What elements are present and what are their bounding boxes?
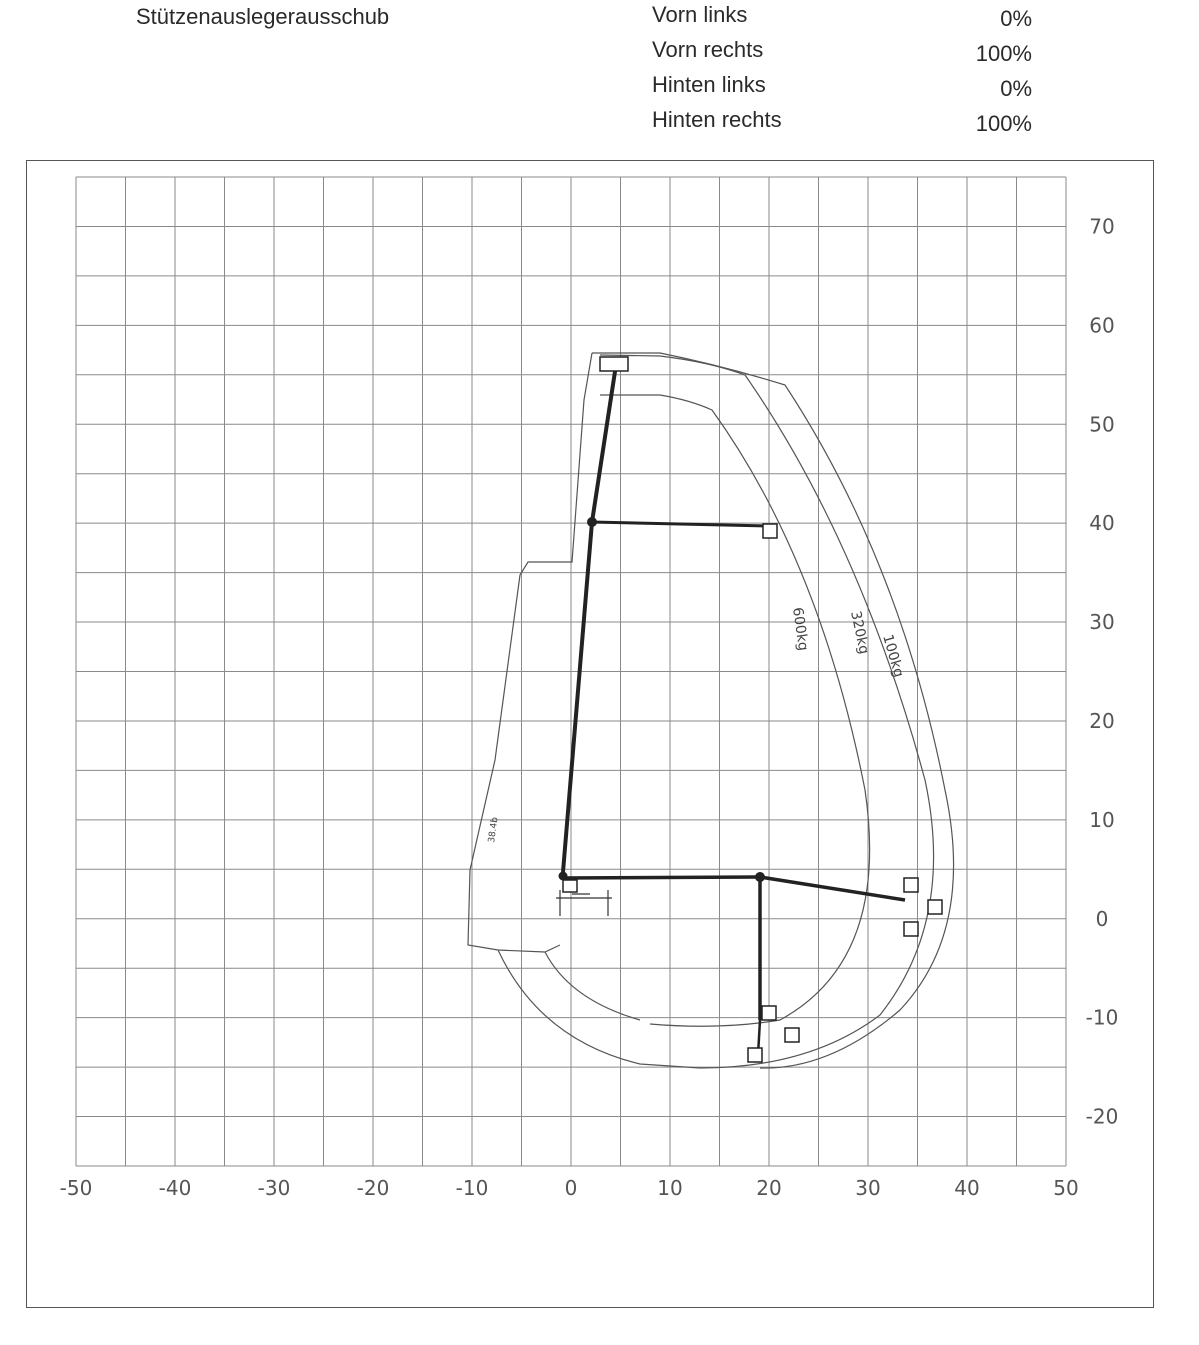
working-envelope [468, 353, 954, 1068]
outrigger-label: Hinten rechts [652, 107, 782, 132]
y-tick-label: 40 [1089, 511, 1115, 536]
curve-label-320kg: 320kg [847, 609, 872, 656]
boom-jib-horizontal-4 [563, 877, 760, 878]
y-axis-ticks [1086, 214, 1119, 1128]
platform-basket [762, 1006, 776, 1020]
platform-basket [785, 1028, 799, 1042]
platform-baskets [563, 357, 942, 1062]
platform-basket [563, 880, 577, 892]
x-tick-label: 40 [954, 1176, 980, 1200]
y-tick-label: 30 [1089, 610, 1115, 635]
page-title: Stützenauslegerausschub [136, 4, 390, 29]
platform-basket [928, 900, 942, 914]
x-tick-label: -40 [158, 1176, 192, 1200]
platform-basket [904, 878, 918, 892]
envelope-outer-100kg [592, 353, 954, 1068]
x-tick-label: -50 [59, 1176, 93, 1200]
x-tick-label: 30 [855, 1176, 881, 1200]
curve-label-600kg: 600kg [789, 606, 811, 652]
y-tick-label: -20 [1085, 1104, 1119, 1129]
y-tick-label: -10 [1085, 1005, 1119, 1030]
platform-basket [748, 1048, 762, 1062]
envelope-left-boundary [468, 353, 592, 952]
envelope-600kg [600, 395, 870, 1026]
boom-jib-horizontal-40 [592, 522, 766, 526]
envelope-320kg [600, 355, 934, 1068]
boom-jib-to-right [760, 877, 905, 900]
y-tick-label: 70 [1089, 214, 1115, 239]
x-tick-label: -20 [356, 1176, 390, 1200]
grid [76, 177, 1066, 1166]
outrigger-value: 100% [975, 111, 1032, 136]
curve-label-100kg: 100kg [879, 632, 907, 680]
outrigger-label: Vorn rechts [652, 37, 764, 62]
vehicle-base [556, 890, 612, 916]
outrigger-label: Vorn links [652, 2, 748, 27]
x-tick-label: -10 [455, 1176, 489, 1200]
x-tick-label: 0 [564, 1176, 578, 1200]
outrigger-value: 100% [975, 41, 1032, 66]
boom-joint [756, 873, 765, 882]
boom-upper-section [592, 365, 616, 522]
small-range-label: 38.4b [487, 816, 501, 844]
y-tick-label: 50 [1089, 412, 1115, 437]
x-tick-label: -30 [257, 1176, 291, 1200]
y-tick-label: 10 [1089, 807, 1115, 832]
x-axis-ticks [60, 1176, 1079, 1200]
x-tick-label: 10 [657, 1176, 683, 1200]
y-tick-label: 0 [1095, 906, 1109, 931]
outrigger-label: Hinten links [652, 72, 766, 97]
platform-basket [904, 922, 918, 936]
boom-joint [559, 872, 567, 880]
outrigger-value: 0% [1000, 6, 1032, 31]
envelope-lower-arc-2 [545, 952, 640, 1020]
platform-basket [763, 524, 777, 538]
y-tick-label: 60 [1089, 313, 1115, 338]
boom-structure [559, 365, 905, 1055]
y-tick-label: 20 [1089, 708, 1115, 733]
x-tick-label: 20 [756, 1176, 782, 1200]
boom-joint [588, 518, 597, 527]
platform-basket [600, 357, 628, 371]
outrigger-value: 0% [1000, 76, 1032, 101]
x-tick-label: 50 [1053, 1176, 1079, 1200]
